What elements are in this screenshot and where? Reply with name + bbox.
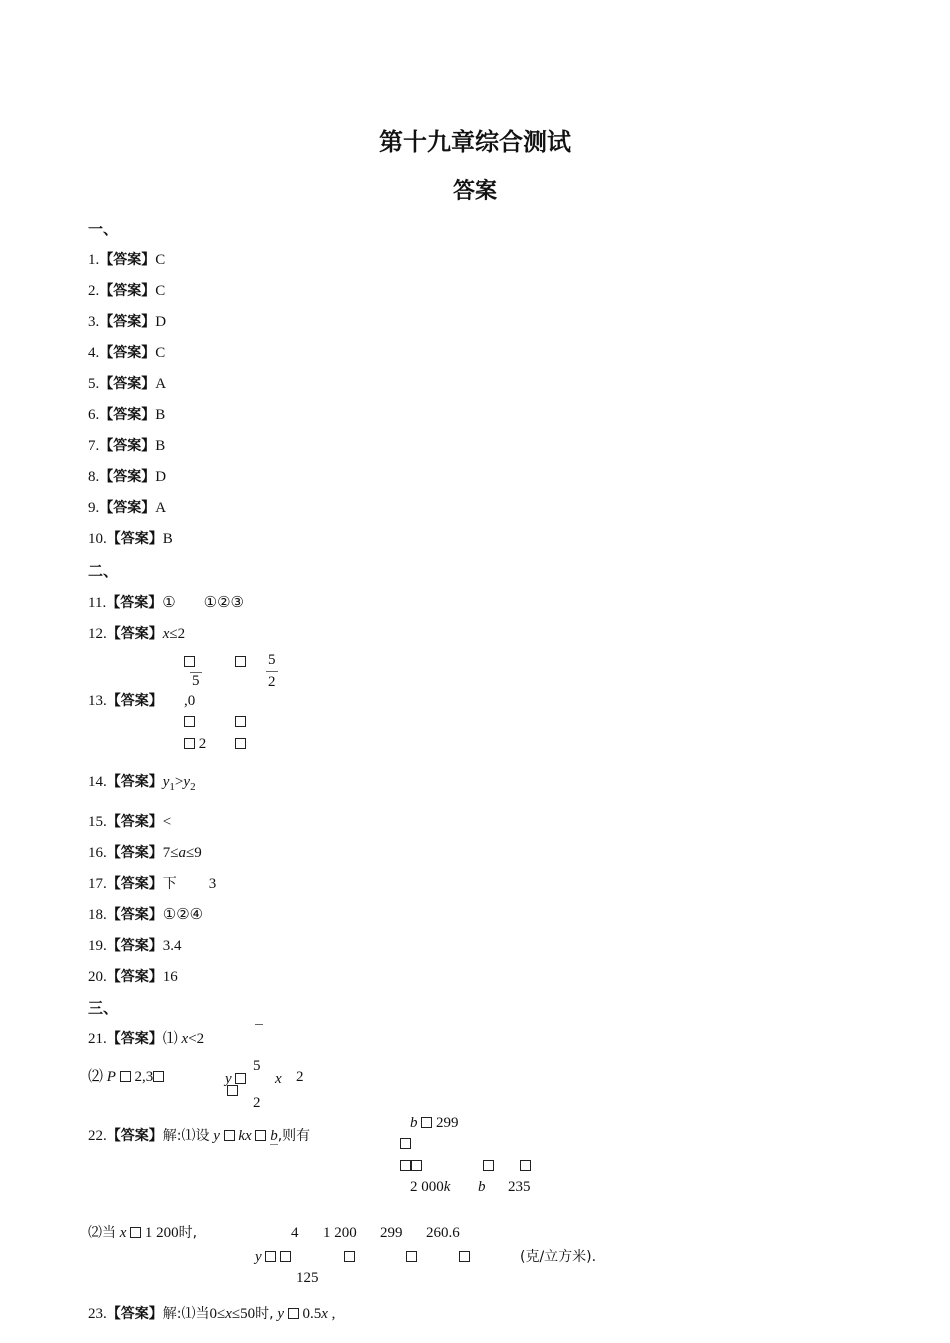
placeholder-box: [483, 1160, 494, 1171]
placeholder-box: [265, 1251, 276, 1262]
answer-18: 18.【答案】①②④: [88, 907, 204, 923]
placeholder-box: [184, 738, 195, 749]
placeholder-box: [406, 1251, 417, 1262]
answer-23: 23.【答案】解:⑴当0≤x≤50时, y 0.5x ,: [88, 1306, 336, 1322]
answer-17: 17.【答案】下 3: [88, 876, 217, 892]
placeholder-box: [255, 1130, 266, 1141]
answer-row: 9.【答案】A: [88, 500, 167, 516]
section-heading-1: 一、: [88, 220, 119, 238]
answer-row: 2.【答案】C: [88, 283, 166, 299]
answer-row: 7.【答案】B: [88, 438, 166, 454]
placeholder-box: [153, 1071, 164, 1082]
answer-row: 1.【答案】C: [88, 252, 166, 268]
answer-row: 5.【答案】A: [88, 376, 167, 392]
answer-15: 15.【答案】<: [88, 814, 172, 830]
page-title: 第十九章综合测试: [379, 128, 571, 156]
placeholder-box: [459, 1251, 470, 1262]
section-heading-2: 二、: [88, 562, 119, 580]
placeholder-box: [120, 1071, 131, 1082]
placeholder-box: [421, 1117, 432, 1128]
placeholder-box: [184, 656, 195, 667]
answer-14: 14.【答案】$y_1>y_2$: [88, 774, 196, 793]
placeholder-box: [520, 1160, 531, 1171]
answer-19: 19.【答案】3.4: [88, 938, 182, 954]
answer-20: 20.【答案】16: [88, 969, 178, 985]
brace-box: [411, 1160, 422, 1171]
placeholder-box: [224, 1130, 235, 1141]
placeholder-box: [344, 1251, 355, 1262]
brace-box: [400, 1138, 411, 1149]
answer-12: 12.【答案】x≤2: [88, 626, 186, 642]
placeholder-box: [235, 738, 246, 749]
brace-box: [400, 1160, 411, 1171]
placeholder-box: [235, 716, 246, 727]
page-subtitle: 答案: [452, 179, 497, 204]
answer-row: 4.【答案】C: [88, 345, 166, 361]
answer-row: 3.【答案】D: [88, 314, 167, 330]
answer-row: 8.【答案】D: [88, 469, 167, 485]
answer-11: 11.【答案】① ①②③: [88, 595, 244, 611]
placeholder-box: [130, 1227, 141, 1238]
placeholder-box: [184, 716, 195, 727]
placeholder-box: [235, 656, 246, 667]
answer-row: 6.【答案】B: [88, 407, 166, 423]
section-heading-3: 三、: [88, 999, 119, 1017]
answer-row: 10.【答案】B: [88, 531, 173, 547]
placeholder-box: [280, 1251, 291, 1262]
placeholder-box: [288, 1308, 299, 1319]
placeholder-box: [227, 1085, 238, 1096]
answer-16: 16.【答案】7≤a≤9: [88, 845, 202, 861]
